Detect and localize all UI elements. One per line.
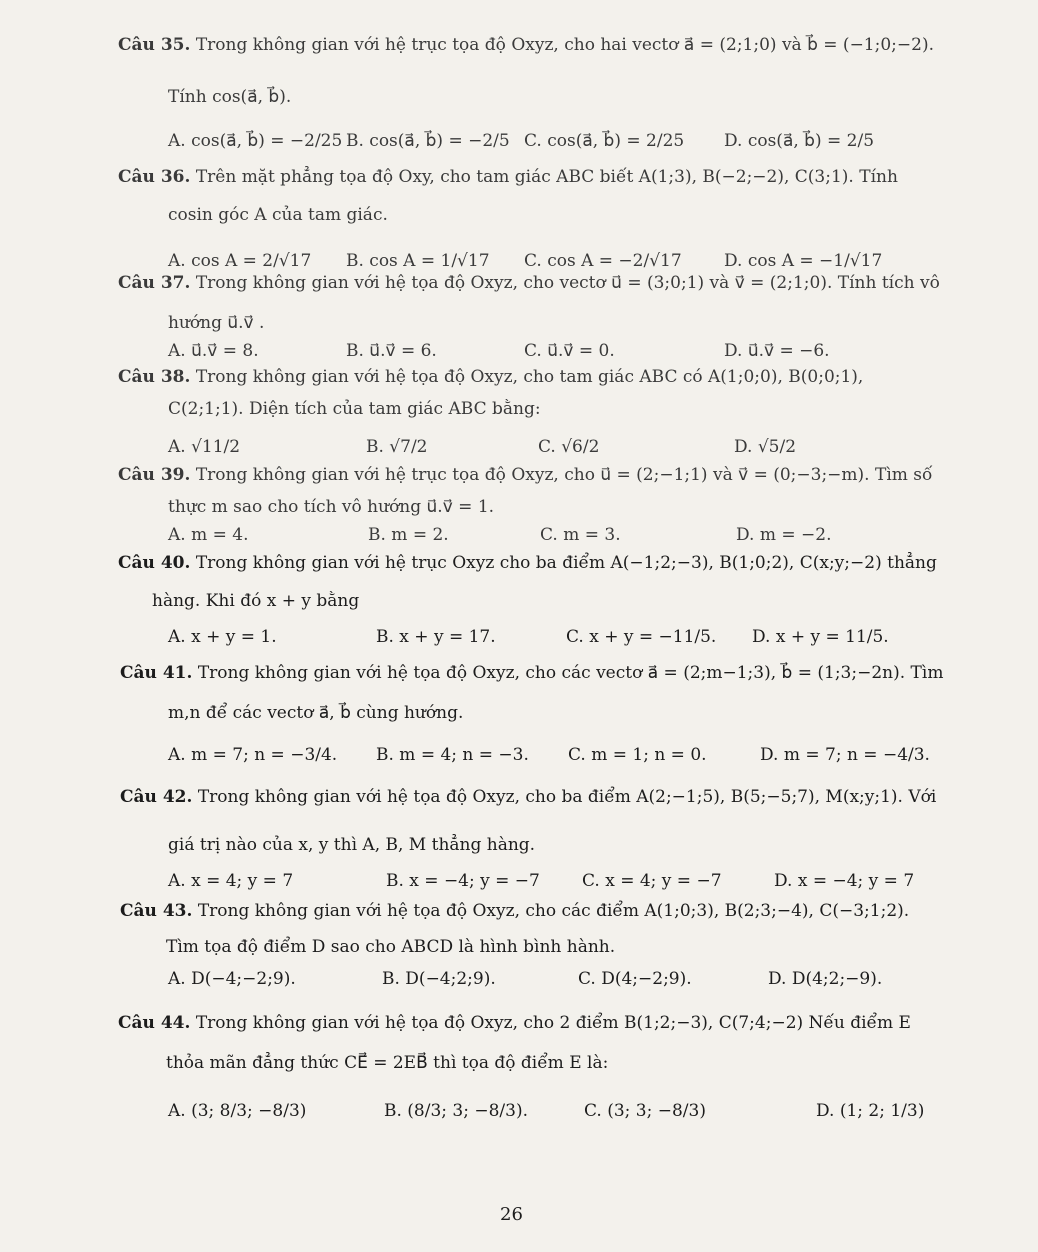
option-d[interactable]: D. x = −4; y = 7 [774, 871, 915, 891]
option-d[interactable]: D. u⃗.v⃗ = −6. [724, 341, 830, 361]
option-a[interactable]: A. cos A = 2/√17 [168, 251, 312, 271]
question-42-cont [168, 834, 1008, 856]
question-38 [118, 366, 1018, 388]
question-35-cont [168, 86, 1008, 108]
option-d[interactable]: D. m = 7; n = −4/3. [760, 745, 930, 765]
question-37 [118, 272, 1018, 294]
question-38-cont [168, 398, 1008, 420]
question-stem-continued: hướng u⃗.v⃗ . [168, 313, 265, 333]
option-b[interactable]: B. m = 4; n = −3. [376, 745, 529, 765]
question-41-cont [168, 702, 1008, 724]
question-stem-continued: thực m sao cho tích vô hướng u⃗.v⃗ = 1. [168, 497, 495, 517]
question-stem: Câu 39. Trong không gian với hệ trục tọa độ Oxyz, cho u⃗ = (2;−1;1) và v⃗ = (0;−3;−m). Tìm số [118, 465, 933, 485]
question-stem-continued: giá trị nào của x, y thì A, B, M thẳng hàng. [168, 835, 536, 855]
question-stem: Câu 44. Trong không gian với hệ tọa độ Oxyz, cho 2 điểm B(1;2;−3), C(7;4;−2) Nếu điểm E [118, 1013, 911, 1033]
option-b[interactable]: B. m = 2. [368, 525, 449, 545]
option-c[interactable]: C. m = 1; n = 0. [568, 745, 707, 765]
option-c[interactable]: C. m = 3. [540, 525, 621, 545]
question-41 [120, 662, 1020, 684]
question-stem: Câu 35. Trong không gian với hệ trục tọa độ Oxyz, cho hai vectơ a⃗ = (2;1;0) và b⃗ = (−1;0;−2). [118, 35, 934, 55]
option-b[interactable]: B. x + y = 17. [376, 627, 496, 647]
option-a[interactable]: A. m = 7; n = −3/4. [168, 745, 338, 765]
question-44 [118, 1012, 1018, 1034]
question-stem-continued: thỏa mãn đẳng thức CE⃗ = 2EB⃗ thì tọa độ điểm E là: [166, 1053, 609, 1073]
option-b[interactable]: B. cos(a⃗, b⃗) = −2/5 [346, 131, 510, 151]
question-36 [118, 166, 1018, 188]
question-44-cont [166, 1052, 1006, 1074]
option-d[interactable]: D. m = −2. [736, 525, 832, 545]
option-a[interactable]: A. D(−4;−2;9). [168, 969, 296, 989]
option-c[interactable]: C. u⃗.v⃗ = 0. [524, 341, 615, 361]
question-42 [120, 786, 1020, 808]
question-39 [118, 464, 1018, 486]
question-stem-continued: C(2;1;1). Diện tích của tam giác ABC bằng: [168, 399, 541, 419]
option-a[interactable]: A. cos(a⃗, b⃗) = −2/25 [168, 131, 343, 151]
option-a[interactable]: A. √11/2 [168, 437, 241, 457]
question-stem-continued: Tính cos(a⃗, b⃗). [168, 87, 292, 107]
option-b[interactable]: B. √7/2 [366, 437, 428, 457]
question-stem-continued: m,n để các vectơ a⃗, b⃗ cùng hướng. [168, 703, 464, 723]
option-d[interactable]: D. √5/2 [734, 437, 797, 457]
option-d[interactable]: D. cos(a⃗, b⃗) = 2/5 [724, 131, 875, 151]
option-c[interactable]: C. x = 4; y = −7 [582, 871, 722, 891]
question-stem-continued: cosin góc A của tam giác. [168, 205, 388, 225]
option-c[interactable]: C. √6/2 [538, 437, 600, 457]
option-a[interactable]: A. x + y = 1. [168, 627, 277, 647]
option-a[interactable]: A. x = 4; y = 7 [168, 871, 294, 891]
question-stem: Câu 43. Trong không gian với hệ tọa độ Oxyz, cho các điểm A(1;0;3), B(2;3;−4), C(−3;1;2). [120, 901, 910, 921]
question-stem-continued: hàng. Khi đó x + y bằng [152, 591, 360, 611]
option-b[interactable]: B. x = −4; y = −7 [386, 871, 540, 891]
option-b[interactable]: B. cos A = 1/√17 [346, 251, 490, 271]
question-36-cont [168, 204, 1008, 226]
option-d[interactable]: D. D(4;2;−9). [768, 969, 883, 989]
page-number: 26 [500, 1204, 523, 1225]
option-b[interactable]: B. D(−4;2;9). [382, 969, 496, 989]
question-43 [120, 900, 1020, 922]
question-stem: Câu 42. Trong không gian với hệ tọa độ Oxyz, cho ba điểm A(2;−1;5), B(5;−5;7), M(x;y;1). Với [120, 787, 937, 807]
option-a[interactable]: A. (3; 8/3; −8/3) [168, 1101, 307, 1121]
question-39-cont [168, 496, 1008, 518]
option-c[interactable]: C. D(4;−2;9). [578, 969, 692, 989]
question-35 [118, 34, 1018, 56]
question-stem: Câu 37. Trong không gian với hệ tọa độ Oxyz, cho vectơ u⃗ = (3;0;1) và v⃗ = (2;1;0). Tính tích vô [118, 273, 940, 293]
question-stem: Câu 38. Trong không gian với hệ tọa độ Oxyz, cho tam giác ABC có A(1;0;0), B(0;0;1), [118, 367, 864, 387]
option-d[interactable]: D. (1; 2; 1/3) [816, 1101, 925, 1121]
question-40 [118, 552, 1018, 574]
option-d[interactable]: D. cos A = −1/√17 [724, 251, 883, 271]
question-stem: Câu 41. Trong không gian với hệ tọa độ Oxyz, cho các vectơ a⃗ = (2;m−1;3), b⃗ = (1;3;−2n). Tìm [120, 663, 944, 683]
question-40-cont [152, 590, 992, 612]
question-stem-continued: Tìm tọa độ điểm D sao cho ABCD là hình bình hành. [166, 937, 616, 957]
question-43-cont [166, 936, 1006, 958]
option-c[interactable]: C. cos(a⃗, b⃗) = 2/25 [524, 131, 685, 151]
question-stem: Câu 36. Trên mặt phẳng tọa độ Oxy, cho tam giác ABC biết A(1;3), B(−2;−2), C(3;1). Tính [118, 167, 898, 187]
option-c[interactable]: C. cos A = −2/√17 [524, 251, 682, 271]
question-37-cont [168, 312, 1008, 334]
option-c[interactable]: C. (3; 3; −8/3) [584, 1101, 706, 1121]
option-b[interactable]: B. (8/3; 3; −8/3). [384, 1101, 529, 1121]
question-stem: Câu 40. Trong không gian với hệ trục Oxyz cho ba điểm A(−1;2;−3), B(1;0;2), C(x;y;−2) thẳng [118, 553, 937, 573]
option-b[interactable]: B. u⃗.v⃗ = 6. [346, 341, 437, 361]
option-d[interactable]: D. x + y = 11/5. [752, 627, 889, 647]
option-c[interactable]: C. x + y = −11/5. [566, 627, 717, 647]
option-a[interactable]: A. m = 4. [168, 525, 249, 545]
option-a[interactable]: A. u⃗.v⃗ = 8. [168, 341, 259, 361]
